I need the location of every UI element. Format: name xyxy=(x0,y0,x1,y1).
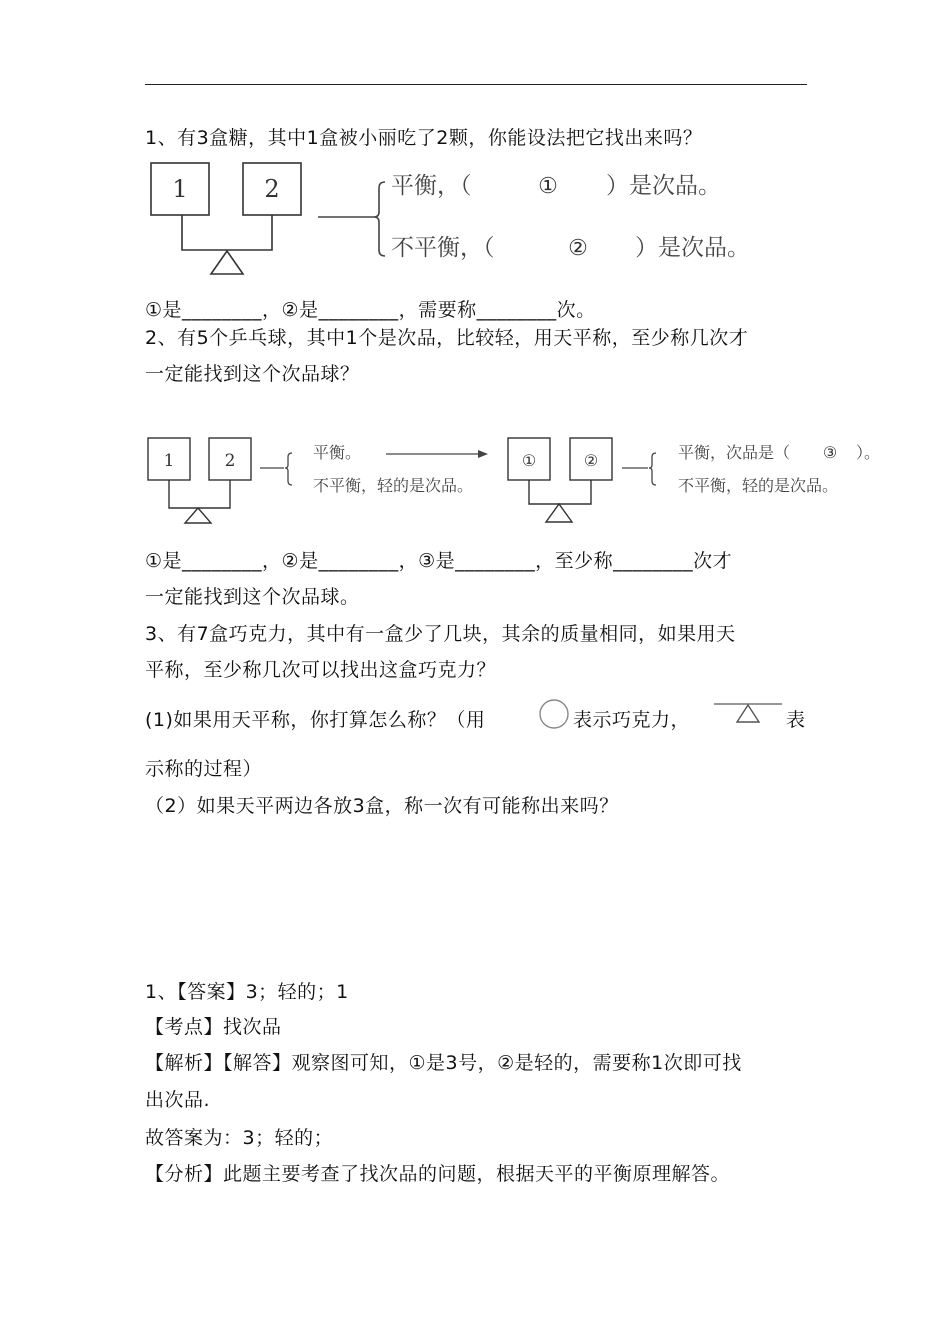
q2-scale-fulcrum xyxy=(185,508,211,523)
header-rule xyxy=(145,84,807,85)
q2-scale-fulcrum-2 xyxy=(546,504,572,522)
q1-title: 1、有3盒糖，其中1盒被小丽吃了2颗，你能设法把它找出来吗？ xyxy=(145,127,703,149)
q1-unbalanced-blank: ② xyxy=(568,236,588,261)
q2-title-line2: 一定能找到这个次品球？ xyxy=(145,363,360,385)
q1-box-1-label: 1 xyxy=(172,175,188,203)
solution-answer: 1、【答案】3；轻的；1 xyxy=(145,981,349,1003)
q3-title-line1: 3、有7盒巧克力，其中有一盒少了几块，其余的质量相同，如果用天 xyxy=(145,623,736,645)
q1-balanced-prefix: 平衡，（ xyxy=(391,173,472,199)
q1-unbalanced-suffix: ）是次品。 xyxy=(635,235,750,261)
q2-balanced2-suffix: ）。 xyxy=(856,443,881,462)
q1-box-2-label: 2 xyxy=(264,175,280,203)
q3-sub1-part3: 表 xyxy=(786,709,806,731)
q1-balanced-blank: ① xyxy=(538,174,558,199)
solution-analysis-line2: 出次品. xyxy=(145,1089,211,1111)
solution-point: 【考点】找次品 xyxy=(145,1016,282,1038)
q2-answer-line2: 一定能找到这个次品球。 xyxy=(145,586,360,608)
q2-balanced: 平衡。 xyxy=(313,443,362,462)
q2-unbalanced: 不平衡，轻的是次品。 xyxy=(313,476,474,495)
solution-comment: 【分析】此题主要考查了找次品的问题，根据天平的平衡原理解答。 xyxy=(145,1163,731,1185)
q1-answer-line: ①是________，②是________，需要称________次。 xyxy=(145,299,596,321)
solution-analysis-line1: 【解析】【解答】观察图可知，①是3号，②是轻的，需要称1次即可找 xyxy=(145,1052,742,1074)
q2-balance-diagram xyxy=(148,436,908,531)
q2-balanced2-prefix: 平衡，次品是（ xyxy=(678,443,791,462)
q2-brace-2 xyxy=(649,453,656,485)
q1-brace xyxy=(374,182,385,256)
q2-balanced2-blank: ③ xyxy=(822,443,838,462)
q2-box-3-label: ① xyxy=(521,451,537,470)
q2-arrow-head xyxy=(478,450,488,458)
q1-scale-arm xyxy=(182,215,272,250)
q1-scale-fulcrum xyxy=(211,251,243,274)
solution-final: 故答案为：3；轻的； xyxy=(145,1127,334,1149)
q2-title-line1: 2、有5个乒乓球，其中1个是次品，比较轻，用天平称，至少称几次才 xyxy=(145,327,749,349)
q3-sub2: （2）如果天平两边各放3盒，称一次有可能称出来吗？ xyxy=(145,795,619,817)
q2-brace xyxy=(285,453,292,485)
q2-scale-arm xyxy=(169,480,230,508)
q2-box-2-label: 2 xyxy=(224,451,236,471)
q2-box-1-label: 1 xyxy=(163,451,175,471)
chocolate-circle-icon xyxy=(538,698,572,732)
q1-balanced-suffix: ）是次品。 xyxy=(606,173,721,199)
q3-sub1-line2: 示称的过程） xyxy=(145,758,263,780)
q1-balance-diagram xyxy=(148,160,798,285)
q2-box-4-label: ② xyxy=(583,451,599,470)
q2-unbalanced2: 不平衡，轻的是次品。 xyxy=(678,476,839,495)
balance-scale-icon xyxy=(710,700,790,730)
q3-sub1-part2: 表示巧克力， xyxy=(573,709,691,731)
q3-sub1-part1: (1)如果用天平称，你打算怎么称？（用 xyxy=(145,709,486,731)
q2-scale-arm-2 xyxy=(529,480,591,504)
q2-answer-line1: ①是________，②是________，③是________，至少称________次才 xyxy=(145,550,733,572)
q1-unbalanced-prefix: 不平衡，（ xyxy=(391,235,495,261)
q3-title-line2: 平称，至少称几次可以找出这盒巧克力？ xyxy=(145,659,497,681)
